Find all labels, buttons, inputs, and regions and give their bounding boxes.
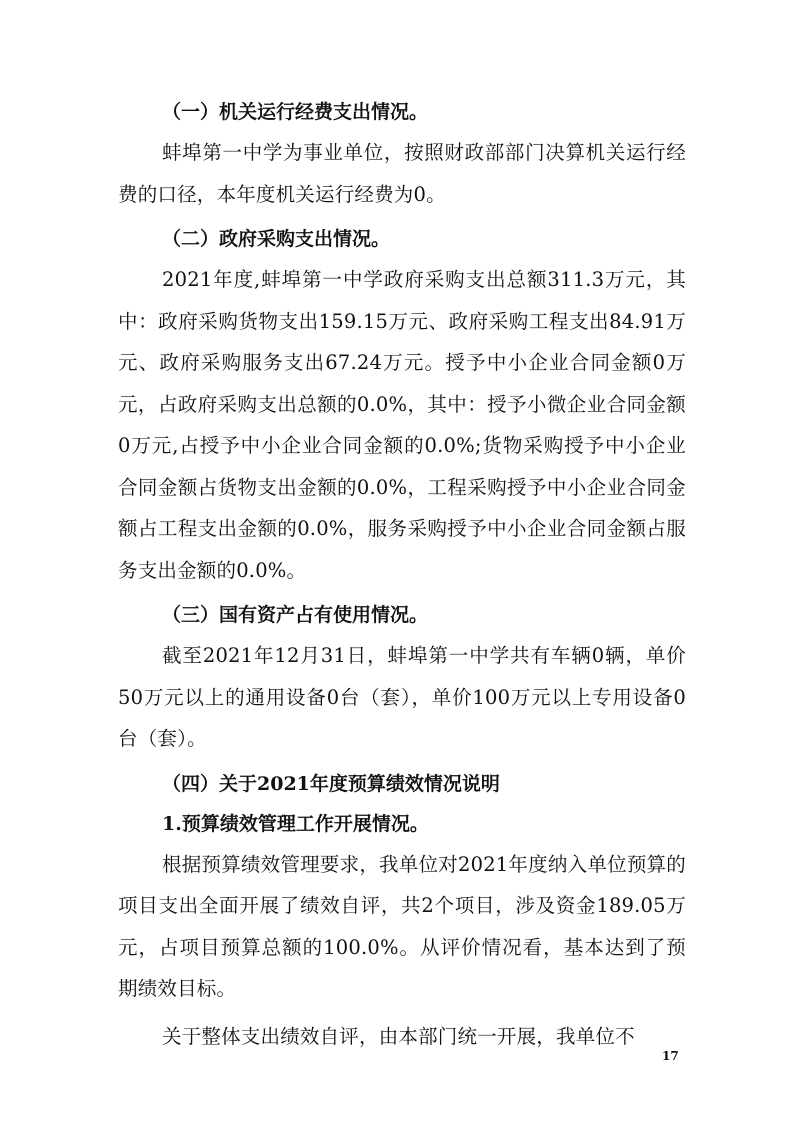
section-heading-budget-performance: （四）关于2021年度预算绩效情况说明 [162,772,500,795]
section-heading-operating-expenses: （一）机关运行经费支出情况。 [162,101,429,123]
paragraph-state-assets: 截至2021年12月31日，蚌埠第一中学共有车辆0辆，单价50万元以上的通用设备0台（套），单价100万元以上专用设备0台（套）。 [118,644,686,750]
page-content [118,92,686,1057]
paragraph-procurement: 2021年度,蚌埠第一中学政府采购支出总额311.3万元，其中：政府采购货物支出159.15万元、政府采购工程支出84.91万元、政府采购服务支出67.24万元。授予中小企业合同金额0万元，占政府采购支出总额的0.0%，其中：授予小微企业合同金额0万元,占授予中小企业合同金额的0.0%;货物采购授予中小企业合同金额占货物支出金额的0.0%，工程采购授予中小企业合同金额占工程支出金额的0.0%，服务采购授予中小企业合同金额占服务支出金额的0.0%。 [118,268,686,582]
sub-heading-performance-management: 1.预算绩效管理工作开展情况。 [162,812,429,835]
section-heading-state-assets: （三）国有资产占有使用情况。 [162,604,429,626]
paragraph-overall-evaluation: 关于整体支出绩效自评，由本部门统一开展，我单位不 [162,1024,635,1048]
paragraph-performance-evaluation: 根据预算绩效管理要求，我单位对2021年度纳入单位预算的项目支出全面开展了绩效自评，共2个项目，涉及资金189.05万元，占项目预算总额的100.0%。从评价情况看，基本达到了预期绩效目标。 [118,852,686,1000]
page-number: 17 [662,1049,679,1063]
paragraph-operating-expenses: 蚌埠第一中学为事业单位，按照财政部部门决算机关运行经费的口径，本年度机关运行经费为0。 [118,141,686,206]
section-heading-procurement: （二）政府采购支出情况。 [162,228,391,250]
